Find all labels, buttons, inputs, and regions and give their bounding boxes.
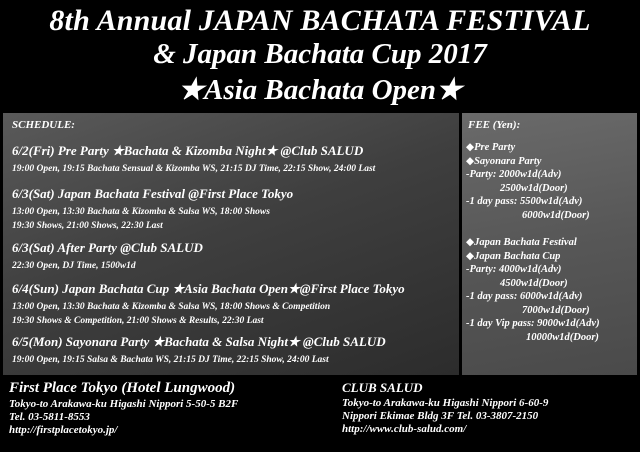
venue-tel: Tel. 03-5811-8553 bbox=[9, 411, 90, 423]
event-title: 6/4(Sun) Japan Bachata Cup ★Asia Bachata Open★@First Place Tokyo bbox=[12, 281, 405, 296]
fee-line: -1 day Vip pass: 9000w1d(Adv) bbox=[466, 318, 600, 329]
fee-line: 10000w1d(Door) bbox=[526, 331, 599, 343]
title-line-1: 8th Annual JAPAN BACHATA FESTIVAL bbox=[49, 4, 591, 37]
venue-url[interactable]: http://www.club-salud.com/ bbox=[342, 423, 467, 435]
venue-address: Tokyo-to Arakawa-ku Higashi Nippori 5-50-5 B2F bbox=[9, 398, 239, 410]
event-detail: 13:00 Open, 13:30 Bachata & Kizomba & Salsa WS, 18:00 Shows & Competition bbox=[12, 302, 331, 312]
event-pre-party bbox=[12, 143, 458, 176]
fee-line: 4500w1d(Door) bbox=[500, 277, 568, 289]
fee-line: -1 day pass: 5500w1d(Adv) bbox=[466, 196, 583, 207]
fee-line: ◆Sayonara Party bbox=[466, 155, 542, 167]
event-detail: 22:30 Open, DJ Time, 1500w1d bbox=[12, 261, 136, 271]
fee-line: -1 day pass: 6000w1d(Adv) bbox=[466, 291, 583, 302]
venue-address-tel: Nippori Ekimae Bldg 3F Tel. 03-3807-2150 bbox=[342, 410, 539, 422]
event-title: 6/2(Fri) Pre Party ★Bachata & Kizomba Night★ @Club SALUD bbox=[12, 143, 364, 158]
event-title: 6/3(Sat) Japan Bachata Festival @First Place Tokyo bbox=[12, 186, 294, 201]
event-detail: 19:00 Open, 19:15 Salsa & Bachata WS, 21:15 DJ Time, 22:15 Show, 24:00 Last bbox=[12, 355, 329, 365]
venue-first-place-tokyo bbox=[9, 380, 329, 436]
fee-line: 6000w1d(Door) bbox=[522, 209, 590, 221]
event-festival bbox=[12, 186, 458, 233]
fee-line: -Party: 2000w1d(Adv) bbox=[466, 169, 562, 180]
venue-name: First Place Tokyo (Hotel Lungwood) bbox=[9, 380, 236, 396]
event-after-party bbox=[12, 240, 458, 273]
venue-url[interactable]: http://firstplacetokyo.jp/ bbox=[9, 424, 118, 436]
fee-line: 2500w1d(Door) bbox=[500, 182, 568, 194]
fee-line: ◆Japan Bachata Cup bbox=[466, 250, 561, 262]
event-detail: 19:30 Shows & Competition, 21:00 Shows & Results, 22:30 Last bbox=[12, 316, 264, 326]
event-detail: 19:30 Shows, 21:00 Shows, 22:30 Last bbox=[12, 221, 163, 231]
event-bachata-cup bbox=[12, 281, 458, 328]
schedule-panel bbox=[3, 113, 459, 375]
title-line-2: & Japan Bachata Cup 2017 bbox=[153, 38, 487, 70]
title-line-3: ★Asia Bachata Open★ bbox=[177, 74, 463, 106]
fee-panel bbox=[462, 113, 637, 375]
fee-list bbox=[466, 141, 636, 344]
venue-name: CLUB SALUD bbox=[342, 380, 423, 395]
fee-line: ◆Pre Party bbox=[466, 142, 516, 153]
schedule-label: SCHEDULE: bbox=[12, 119, 75, 131]
festival-header bbox=[0, 0, 640, 110]
fee-line: ◆Japan Bachata Festival bbox=[466, 237, 577, 248]
venue-club-salud bbox=[342, 380, 637, 435]
event-detail: 13:00 Open, 13:30 Bachata & Kizomba & Salsa WS, 18:00 Shows bbox=[12, 207, 270, 217]
event-title: 6/3(Sat) After Party @Club SALUD bbox=[12, 240, 203, 255]
event-detail: 19:00 Open, 19:15 Bachata Sensual & Kizomba WS, 21:15 DJ Time, 22:15 Show, 24:00 Last bbox=[12, 164, 376, 174]
event-title: 6/5(Mon) Sayonara Party ★Bachata & Salsa Night★ @Club SALUD bbox=[12, 334, 386, 349]
fee-label: FEE (Yen): bbox=[468, 119, 521, 131]
fee-line: -Party: 4000w1d(Adv) bbox=[466, 264, 562, 275]
venue-address: Tokyo-to Arakawa-ku Higashi Nippori 6-60-9 bbox=[342, 397, 549, 409]
event-sayonara-party bbox=[12, 334, 458, 367]
fee-line: 7000w1d(Door) bbox=[522, 304, 590, 316]
